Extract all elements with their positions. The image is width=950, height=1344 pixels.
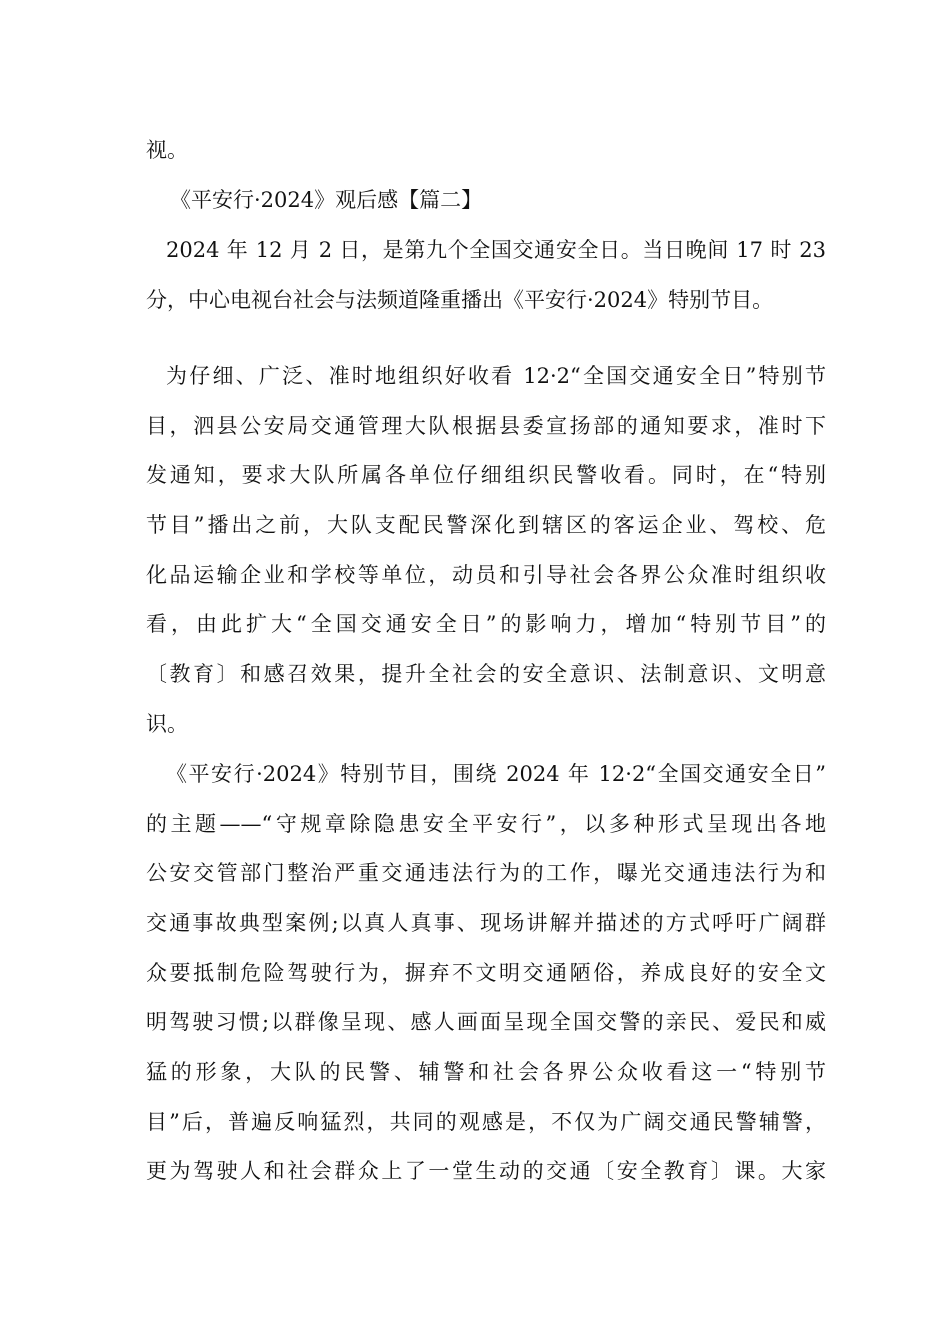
text-line-3: 2024 年 12 月 2 日，是第九个全国交通安全日。当日晚间 17 时 23 bbox=[166, 238, 826, 262]
text-line-10: 看，由此扩大“全国交通安全日”的影响力，增加“特别节目”的 bbox=[146, 612, 826, 636]
text-line-5: 为仔细、广泛、准时地组织好收看 12·2“全国交通安全日”特别节 bbox=[166, 364, 826, 388]
text-line-18: 明驾驶习惯;以群像呈现、感人画面呈现全国交警的亲民、爱民和威 bbox=[146, 1010, 826, 1034]
text-line-14: 的主题——“守规章除隐患安全平安行”，以多种形式呈现出各地 bbox=[146, 812, 826, 836]
text-line-11: 〔教育〕和感召效果，提升全社会的安全意识、法制意识、文明意 bbox=[146, 662, 826, 686]
text-line-8: 节目”播出之前，大队支配民警深化到辖区的客运企业、驾校、危 bbox=[146, 513, 826, 537]
text-line-21: 更为驾驶人和社会群众上了一堂生动的交通〔安全教育〕课。大家 bbox=[146, 1159, 826, 1183]
text-line-12: 识。 bbox=[146, 712, 188, 736]
text-line-20: 目”后，普遍反响猛烈，共同的观感是，不仅为广阔交通民警辅警， bbox=[146, 1110, 826, 1134]
text-line-13: 《平安行·2024》特别节目，围绕 2024 年 12·2“全国交通安全日” bbox=[166, 762, 826, 786]
text-line-9: 化品运输企业和学校等单位，动员和引导社会各界公众准时组织收 bbox=[146, 563, 826, 587]
text-line-7: 发通知，要求大队所属各单位仔细组织民警收看。同时，在“特别 bbox=[146, 463, 826, 487]
text-line-4: 分，中心电视台社会与法频道隆重播出《平安行·2024》特别节目。 bbox=[146, 288, 774, 312]
text-line-19: 猛的形象，大队的民警、辅警和社会各界公众收看这一“特别节 bbox=[146, 1060, 826, 1084]
text-line-17: 众要抵制危险驾驶行为，摒弃不文明交通陋俗，养成良好的安全文 bbox=[146, 961, 826, 985]
section-heading: 《平安行·2024》观后感【篇二】 bbox=[170, 188, 483, 212]
text-line-15: 公安交管部门整治严重交通违法行为的工作，曝光交通违法行为和 bbox=[146, 861, 826, 885]
text-line-16: 交通事故典型案例;以真人真事、现场讲解并描述的方式呼吁广阔群 bbox=[146, 911, 826, 935]
text-line-6: 目，泗县公安局交通管理大队根据县委宣扬部的通知要求，准时下 bbox=[146, 414, 826, 438]
text-line-1: 视。 bbox=[146, 138, 188, 162]
